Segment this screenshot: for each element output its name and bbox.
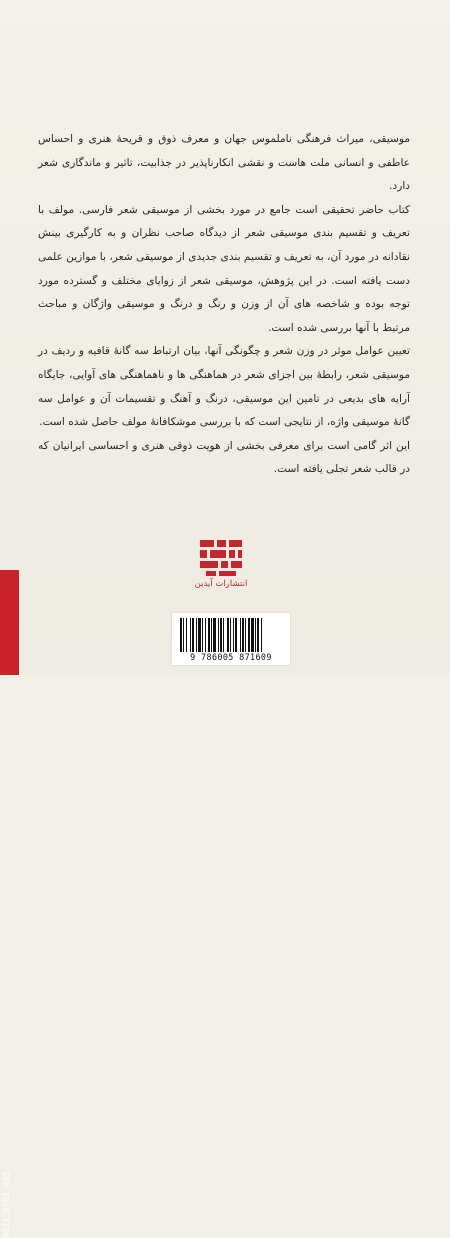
side-isbn-number: 0921 8781 083 xyxy=(2,1171,11,1238)
description-paragraph-1: موسیقی، میراث فرهنگی ناملموس جهان و معرف ذوق و قریحهٔ هنری و احساس عاطفی و انسانی ملت هاست و نقشی انکارناپذیر در جذابیت، تاثیر و ماندگاری شعر دارد. xyxy=(38,133,410,193)
barcode-number: 9 786005 871609 xyxy=(190,652,272,662)
isbn-side-strip xyxy=(0,570,19,1238)
barcode-bars-graphic xyxy=(180,618,282,652)
isbn-barcode xyxy=(171,612,291,666)
description-paragraph-4: این اثر گامی است برای معرفی بخشی از هویت ذوقی هنری و احساسی ایرانیان که در قالب شعر تجلی یافته است. xyxy=(38,439,410,476)
publisher-logo-icon xyxy=(198,538,244,578)
description-block xyxy=(38,128,410,482)
publisher-name: انتشارات آیدین xyxy=(194,579,248,589)
description-paragraph-2: کتاب حاضر تحقیقی است جامع در مورد بخشی از موسیقی شعر فارسی. مولف با تعریف و تقسیم بندی موسیقی شعر از دیدگاه صاحب نظران و به کارگیری بینش نقادانه در مورد آن، به تعریف و تقسیم بندی جدیدی از موسیقی شعر، با موازین علمی دست یافته است. در این پژوهش، موسیقی شعر از زوایای مختلف و گسترده مورد توجه بوده و شاخصه های آن از وزن و رنگ و درنگ و موسیقی واژگان و مباحث مرتبط با آنها بررسی شده است. xyxy=(38,203,410,334)
description-paragraph-3: تعیین عوامل موثر در وزن شعر و چگونگی آنها، بیان ارتباط سه گانهٔ قافیه و ردیف در موسیقی شعر، رابطهٔ بین اجزای شعر در هماهنگی ها و ناهماهنگی های آوایی، جایگاه آرایه های بدیعی در تامین این موسیقی، درنگ و آهنگ و تقسیمات آن و عوامل سه گانهٔ موسیقی واژه، از نتایجی است که با بررسی موشکافانهٔ مولف حاصل شده است. xyxy=(38,345,410,429)
publisher-logo xyxy=(188,538,264,598)
